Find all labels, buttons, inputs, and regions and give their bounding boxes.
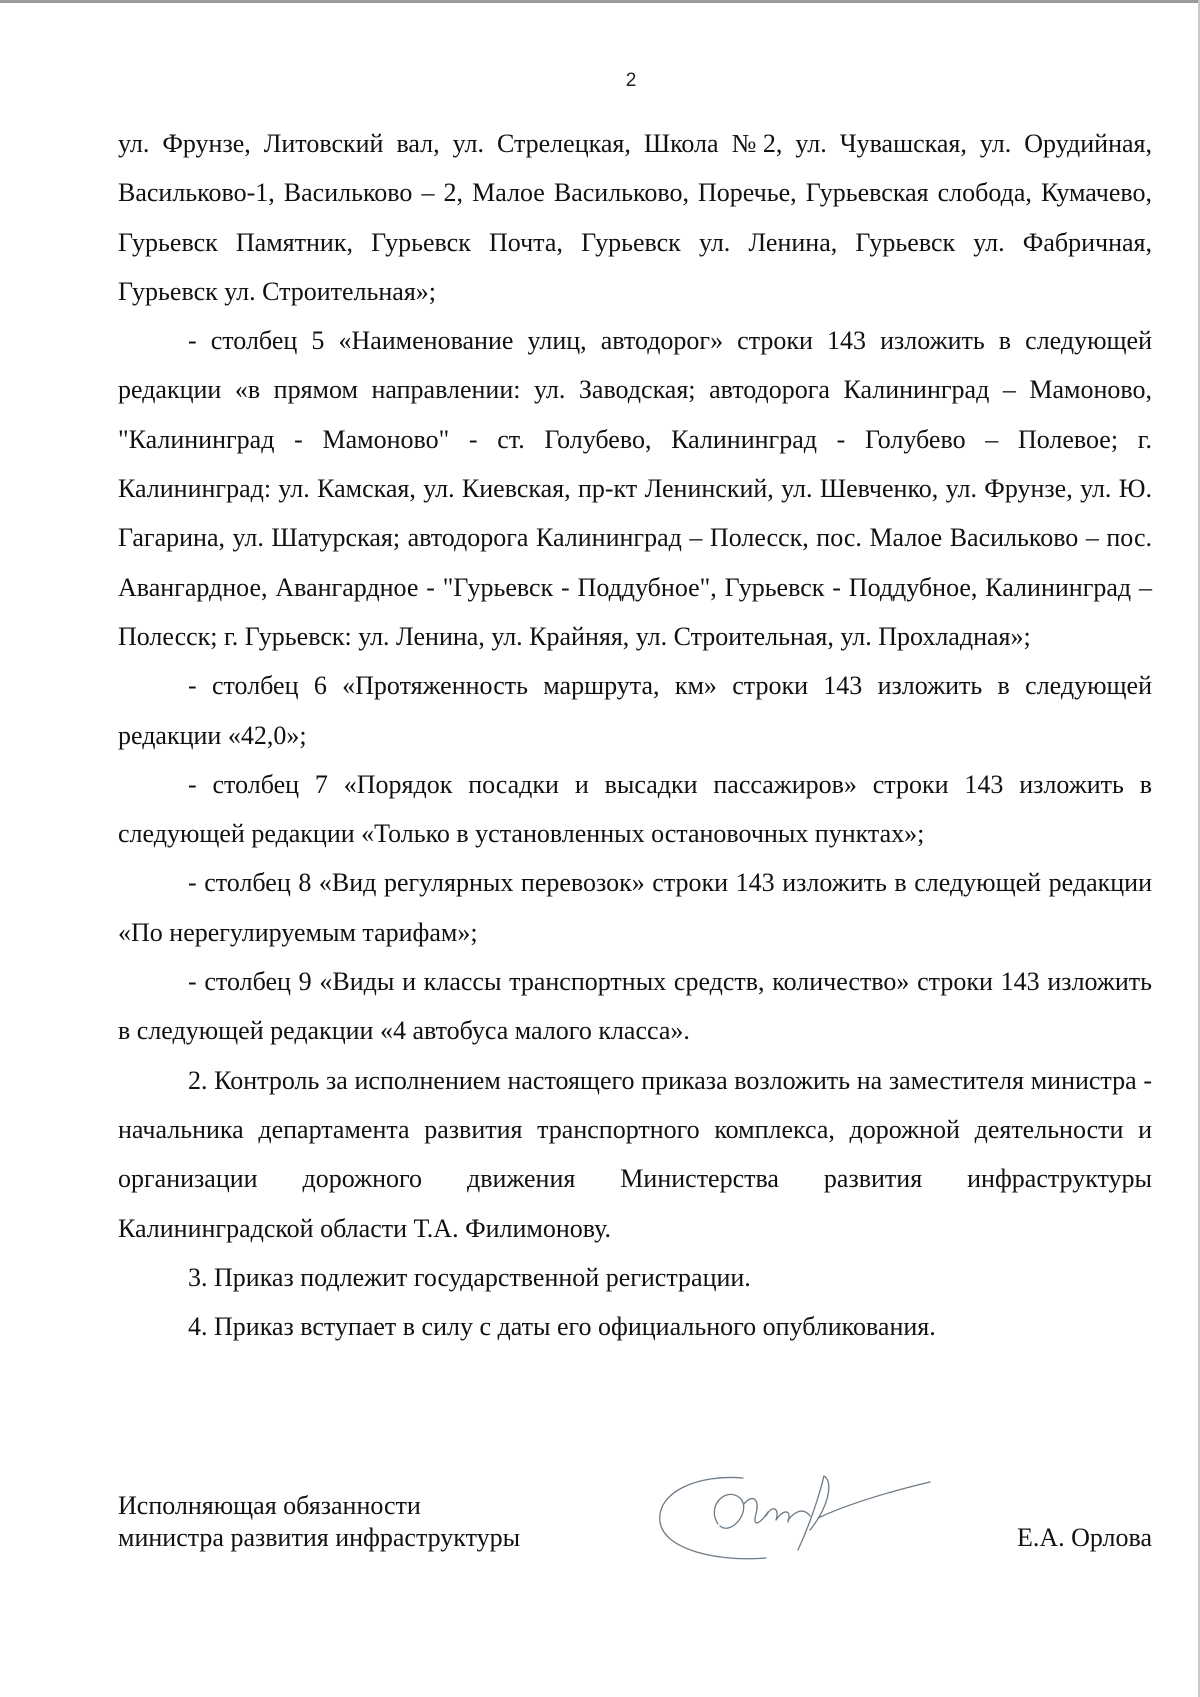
paragraph-column-6: - столбец 6 «Протяженность маршрута, км» строки 143 изложить в следующей редакции «42,0»; — [118, 671, 1152, 750]
signature-block — [118, 1490, 1152, 1570]
paragraph-item-3: 3. Приказ подлежит государственной регистрации. — [188, 1262, 751, 1292]
page-number: 2 — [625, 70, 637, 91]
paragraph-item-2: 2. Контроль за исполнением настоящего приказа возложить на заместителя министра - начальника департамента развития транспортного комплекса, дорожной деятельности и организации дорожного движения Министерства развития инфраструктуры Калининградской области Т.А. Филимонову. — [118, 1065, 1152, 1243]
paragraph-continuation: ул. Фрунзе, Литовский вал, ул. Стрелецкая, Школа №2, ул. Чувашская, ул. Орудийная, Васильково-1, Васильково – 2, Малое Васильково, Поречье, Гурьевская слобода, Кумачево, Гурьевск Памятник, Гурьевск Почта, Гурьевск ул. Ленина, Гурьевск ул. Фабричная, Гурьевск ул. Строительная»; — [118, 129, 1152, 306]
scan-top-edge — [0, 0, 1200, 3]
signatory-role-line-2: министра развития инфраструктуры — [118, 1523, 521, 1552]
handwritten-signature — [648, 1464, 938, 1574]
paragraph-item-4: 4. Приказ вступает в силу с даты его официального опубликования. — [188, 1312, 936, 1342]
signatory-role — [118, 1490, 520, 1554]
signatory-role-line-1: Исполняющая обязанности — [118, 1491, 421, 1520]
document-body — [118, 119, 1152, 1351]
paragraph-column-7: - столбец 7 «Порядок посадки и высадки пассажиров» строки 143 изложить в следующей редакции «Только в установленных остановочных пунктах»; — [118, 769, 1152, 849]
paragraph-column-9: - столбец 9 «Виды и классы транспортных средств, количество» строки 143 изложить в следующей редакции «4 автобуса малого класса». — [118, 967, 1152, 1046]
paragraph-column-5: - столбец 5 «Наименование улиц, автодорог» строки 143 изложить в следующей редакции «в прямом направлении: ул. Заводская; автодорога Калининград – Мамоново, "Калининград - Мамоново" - ст. Голубево, Калининград - Голубево – Полевое; г. Калининград: ул. Камская, ул. Киевская, пр-кт Ленинский, ул. Шевченко, ул. Фрунзе, ул. Ю. Гагарина, ул. Шатурская; автодорога Калининград – Полесск, пос. Малое Васильково – пос. Авангардное, Авангардное - "Гурьевск - Поддубное", Гурьевск - Поддубное, Калининград – Полесск; г. Гурьевск: ул. Ленина, ул. Крайняя, ул. Строительная, ул. Прохладная»; — [118, 326, 1152, 651]
signatory-name: Е.А. Орлова — [1016, 1523, 1152, 1552]
paragraph-column-8: - столбец 8 «Вид регулярных перевозок» строки 143 изложить в следующей редакции «По нерегулируемым тарифам»; — [118, 868, 1152, 947]
